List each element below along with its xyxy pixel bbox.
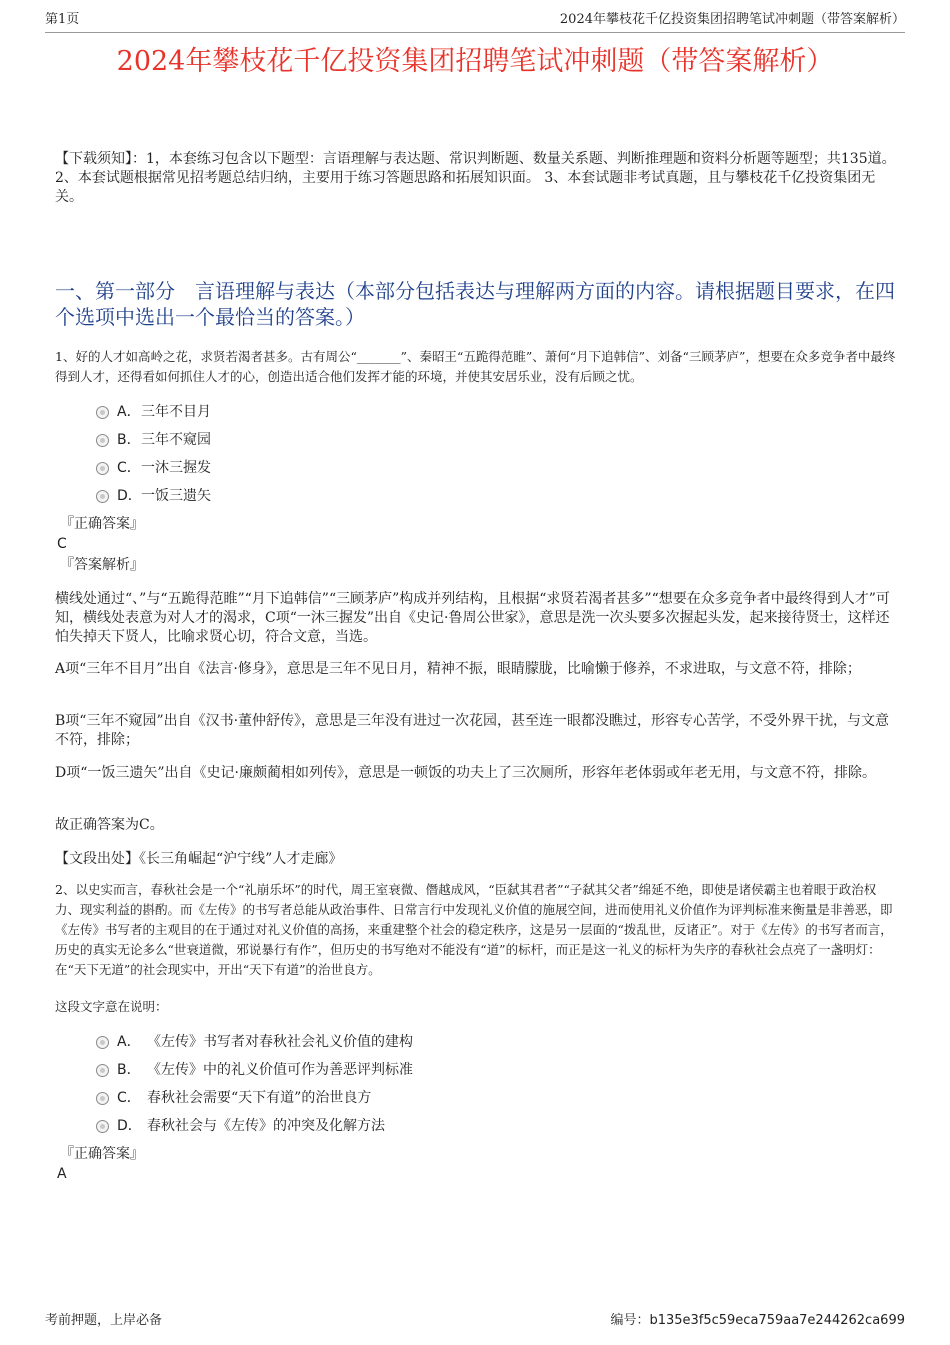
option-text: 春秋社会需要“天下有道”的治世良方	[147, 1090, 372, 1106]
question-1-analysis-label: 『答案解析』	[60, 557, 144, 573]
question-1-source: 【文段出处】《长三角崛起“沪宁线”人才走廊》	[55, 851, 343, 867]
radio-icon[interactable]	[96, 1092, 109, 1105]
radio-icon[interactable]	[96, 1064, 109, 1077]
option-text: 三年不窥园	[141, 432, 211, 448]
option-key: A．	[117, 1034, 141, 1050]
question-2-answer-label: 『正确答案』	[60, 1146, 144, 1162]
option-text: 《左传》书写者对春秋社会礼义价值的建构	[147, 1034, 413, 1050]
radio-icon[interactable]	[96, 1036, 109, 1049]
question-2-prompt: 这段文字意在说明：	[55, 999, 168, 1014]
option-text: 一沐三握发	[141, 460, 211, 476]
option-text: 三年不目月	[141, 404, 211, 420]
option-key: D．	[117, 1118, 142, 1134]
option-key: B．	[117, 1062, 141, 1078]
radio-icon[interactable]	[96, 434, 109, 447]
question-2-stem: 2、以史实而言，春秋社会是一个“礼崩乐坏”的时代，周王室衰微、僭越成风，“臣弑其君者”“子弑其父者”绵延不绝，即使是诸侯霸主也着眼于政治权力、现实利益的斟酌。而《左传》的书写者总能从政治事件、日常言行中发现礼义价值的施展空间，进而使用礼义价值作为评判标准来衡量是非善恶，即《左传》书写者的主观目的在于通过对礼义价值的高扬，来重建整个社会的稳定秩序，这是另一层面的“拨乱世，反诸正”。对于《左传》的书写者而言，历史的真实无论多么“世衰道微，邪说暴行有作”，但历史的书写绝对不能没有“道”的标杆，而正是这一礼义的标杆为失序的春秋社会点亮了一盏明灯：在“天下无道”的社会现实中，开出“天下有道”的治世良方。	[55, 882, 893, 977]
option-key: D．	[117, 488, 142, 504]
section-heading: 一、第一部分 言语理解与表达（本部分包括表达与理解两方面的内容。请根据题目要求，在四个选项中选出一个最恰当的答案。）	[55, 279, 895, 329]
question-1-conclusion: 故正确答案为C。	[55, 817, 164, 833]
radio-icon[interactable]	[96, 462, 109, 475]
download-notice: 【下载须知】：1，本套练习包含以下题型：言语理解与表达题、常识判断题、数量关系题、判断推理题和资料分析题等题型；共135道。 2、本套试题根据常见招考题总结归纳，主要用于练习答题思路和拓展知识面。 3、本套试题非考试真题，且与攀枝花千亿投资集团无关。	[55, 151, 896, 205]
header-doc-title: 2024年攀枝花千亿投资集团招聘笔试冲刺题（带答案解析）	[559, 12, 905, 27]
question-1-answer: C	[57, 536, 67, 552]
question-1-analysis-b: B项“三年不窥园”出自《汉书·董仲舒传》，意思是三年没有进过一次花园，甚至连一眼都没瞧过，形容专心苦学，不受外界干扰，与文意不符，排除；	[55, 713, 890, 748]
document-title: 2024年攀枝花千亿投资集团招聘笔试冲刺题（带答案解析）	[116, 46, 834, 77]
question-1-analysis-d: D项“一饭三遗矢”出自《史记·廉颇蔺相如列传》，意思是一顿饭的功夫上了三次厕所，形容年老体弱或年老无用，与文意不符，排除。	[55, 765, 876, 781]
page-number: 第1页	[45, 12, 80, 27]
radio-icon[interactable]	[96, 490, 109, 503]
question-1-answer-label: 『正确答案』	[60, 516, 144, 532]
option-key: A．	[117, 404, 141, 420]
footer-slogan: 考前押题，上岸必备	[45, 1313, 163, 1328]
page-header	[45, 10, 905, 33]
question-1-stem: 1、好的人才如高岭之花，求贤若渴者甚多。古有周公“_______”、秦昭王“五跪得范睢”、萧何“月下追韩信”、刘备“三顾茅庐”，想要在众多竞争者中最终得到人才，还得看如何抓住人才的心，创造出适合他们发挥才能的环境，并使其安居乐业，没有后顾之忧。	[55, 349, 896, 384]
option-key: C．	[117, 1090, 141, 1106]
question-1-analysis-a: A项“三年不目月”出自《法言·修身》，意思是三年不见日月，精神不振，眼睛朦胧，比喻懒于修养，不求进取，与文意不符，排除；	[55, 661, 861, 677]
radio-icon[interactable]	[96, 406, 109, 419]
option-key: B．	[117, 432, 141, 448]
question-2-answer: A	[57, 1166, 67, 1182]
radio-icon[interactable]	[96, 1120, 109, 1133]
option-text: 《左传》中的礼义价值可作为善恶评判标准	[147, 1062, 413, 1078]
option-text: 春秋社会与《左传》的冲突及化解方法	[147, 1118, 385, 1134]
option-key: C．	[117, 460, 141, 476]
footer-serial: 编号：b135e3f5c59eca759aa7e244262ca699	[610, 1313, 905, 1328]
question-1-analysis-main: 横线处通过“、”与“五跪得范睢”“月下追韩信”“三顾茅庐”构成并列结构，且根据“求贤若渴者甚多”“想要在众多竞争者中最终得到人才”可知，横线处表意为对人才的渴求，C项“一沐三握发”出自《史记·鲁周公世家》，意思是洗一次头要多次握起头发，起来接待贤士，这样还怕失掉天下贤人，比喻求贤心切，符合文意，当选。	[55, 591, 890, 645]
option-text: 一饭三遗矢	[141, 488, 211, 504]
